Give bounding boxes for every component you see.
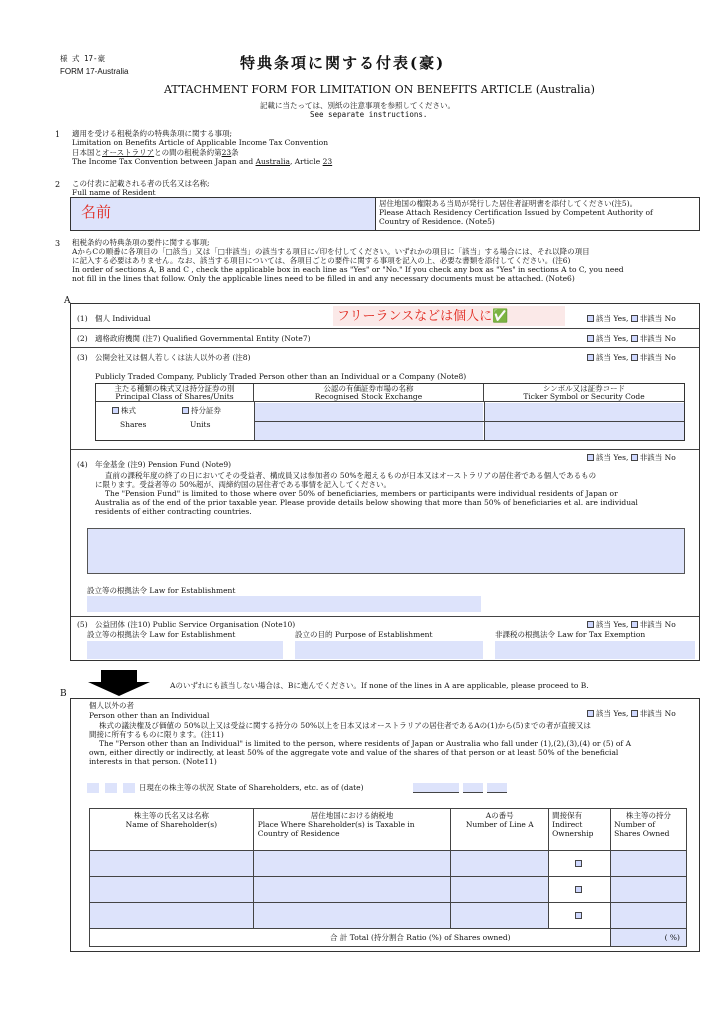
a-item5-no-checkbox[interactable] [631,621,638,628]
a-item4-yesno: 該当 Yes, 非該当 No [587,453,676,462]
a-item2-yesno: 該当 Yes, 非該当 No [587,334,676,343]
b-yes-checkbox[interactable] [587,710,594,717]
a-item3-col1-header: 主たる種類の株式又は持分証券の別 Principal Class of Shares/Units [96,384,254,402]
instructions-ja: 記載に当たっては、別紙の注意事項を参照してください。 [260,101,455,110]
shareholder-line-field-1[interactable] [451,851,549,877]
sh-col5-header: 株主等の持分 Number of Shares Owned [611,809,687,851]
indirect-checkbox-1[interactable] [575,860,582,867]
shareholder-name-field-3[interactable] [90,903,254,929]
section1-number: 1 [55,130,61,139]
a-item5-row [71,617,699,661]
a-item5-num: (5) [77,620,88,629]
section1-block [72,129,332,167]
shareholder-name-field-2[interactable] [90,877,254,903]
sh-col4-header: 間接保有 Indirect Ownership [549,809,611,851]
a-item1-num: (1) [77,314,88,323]
ticker-field-2[interactable] [485,422,684,440]
date-field-3[interactable] [123,783,135,793]
arrow-note: Aのいずれにも該当しない場合は、Bに進んでください。If none of the lines in A are applicable, please proceed to B. [170,681,589,690]
a-item3-shares-option: 株式 [112,406,136,415]
form-code-en: FORM 17-Australia [60,67,129,76]
b-label-en: Person other than an Individual [89,711,210,720]
form-code-ja: 様 式 17-豪 [60,54,106,63]
b-yesno: 該当 Yes, 非該当 No [587,709,676,718]
a-item2-row [71,328,699,346]
shares-checkbox[interactable] [112,407,119,414]
divider [375,198,376,230]
pso-law-establishment-field[interactable] [87,641,283,659]
section-b-box [70,698,700,952]
section1-line4: The Income Tax Convention between Japan and Australia, Article 23 [72,157,333,167]
section-a-box [70,303,700,661]
pension-details-field[interactable] [87,528,685,574]
shares-owned-field-2[interactable] [611,877,687,903]
section2-number: 2 [55,180,61,189]
section1-line2: Limitation on Benefits Article of Applicable Income Tax Convention [72,138,329,148]
a-item1-yesno: 該当 Yes, 非該当 No [587,314,676,323]
a-item3-label-ja: 公開会社又は個人若しくは法人以外の者 (注8) [95,353,251,362]
a-item3-no-checkbox[interactable] [631,354,638,361]
a-item2-num: (2) [77,334,88,343]
a-item3-label-en: Publicly Traded Company, Publicly Traded Person other than an Individual or a Company (Note8) [95,372,467,381]
date-field-1[interactable] [87,783,99,793]
sh-col2-header: 居住地国における納税地 Place Where Shareholder(s) is Taxable in Country of Residence [253,809,451,851]
shareholder-line-field-2[interactable] [451,877,549,903]
shares-owned-field-3[interactable] [611,903,687,929]
pso-tax-exemption-field[interactable] [495,641,695,659]
divider [254,421,684,422]
shareholder-place-field-2[interactable] [253,877,451,903]
resident-name-field[interactable] [71,198,375,230]
b-text: 株式の議決権及び価値の 50%以上又は受益に関する持分の 50%以上を日本又はオーストラリアの居住者であるAの(1)から(5)までの者が直接又は 間接に所有するものに限ります。(注11) The "Person other than an Individual" is limited to the person, where residents of Japan or Australia who fall under (1),(2),(3),(4) or (5) of A own, either directly or indirectly, at least 50% of the aggregate vote and value of the shares of that person or at least 50% of the beneficial interests in that person. (Note11) [89,721,631,766]
a-item4-law-label: 設立等の根拠法令 Law for Establishment [87,586,236,595]
a-item4-label: 年金基金 (注9) Pension Fund (Note9) [95,460,232,469]
a-item3-col3-header: シンボル又は証券コード Ticker Symbol or Security Code [484,384,684,402]
table-row [90,877,687,903]
a-item5-col2-label: 設立の目的 Purpose of Establishment [295,630,433,639]
section-a-letter: A [64,296,71,306]
name-annotation: 名前 [81,204,112,221]
stock-exchange-field-2[interactable] [255,422,483,440]
shareholder-place-field-1[interactable] [253,851,451,877]
date-year-field[interactable] [413,783,459,793]
a-item5-yesno: 該当 Yes, 非該当 No [587,620,676,629]
date-month-field[interactable] [463,783,483,793]
freelance-annotation: フリーランスなどは個人に✅ [337,308,509,323]
title-en: ATTACHMENT FORM FOR LIMITATION ON BENEFITS ARTICLE (Australia) [164,83,595,96]
shares-owned-field-1[interactable] [611,851,687,877]
a-item5-col1-label: 設立等の根拠法令 Law for Establishment [87,630,236,639]
a-item2-label: 適格政府機関 (注7) Qualified Governmental Entity (Note7) [95,334,311,343]
title-ja: 特典条項に関する付表(豪) [240,54,446,72]
shareholder-line-field-3[interactable] [451,903,549,929]
a-item2-yes-checkbox[interactable] [587,335,594,342]
indirect-checkbox-3[interactable] [575,912,582,919]
a-item4-text: 直前の課税年度の終了の日においてその受益者、構成員又は参加者の 50%を超えるものが日本又はオーストラリアの居住者である個人であるもの に限ります。受益者等の 50%超が、両締約国の居住者である事情を記入してください。 The "Pension Fund" is limited to those where over 50% of beneficiaries, members or participants were individual residents of Japan or Australia as of the end of the prior taxable year. Please provide details below showing that more than 50% of beneficiaries et al. are individual residents of either contracting countries. [95,471,638,516]
a-item3-yesno: 該当 Yes, 非該当 No [587,353,676,362]
indirect-checkbox-2[interactable] [575,886,582,893]
total-label: 合 計 Total (持分割合 Ratio (%) of Shares owned) [90,929,611,947]
table-row [90,851,687,877]
instructions-en: See separate instructions. [310,110,428,119]
a-item2-no-checkbox[interactable] [631,335,638,342]
sh-col3-header: Aの番号 Number of Line A [451,809,549,851]
units-checkbox[interactable] [182,407,189,414]
residency-note: 居住地国の権限ある当局が発行した居住者証明書を添付してください(注5)。 Please Attach Residency Certification Issued by Competent Authority of Country of Residence. (Note5) [379,199,653,226]
shares-label-en: Shares [120,420,147,429]
b-no-checkbox[interactable] [631,710,638,717]
shareholder-place-field-3[interactable] [253,903,451,929]
shareholder-table [89,808,687,947]
a-item4-no-checkbox[interactable] [631,454,638,461]
a-item4-num: (4) [77,460,88,469]
section-b-letter: B [60,689,67,699]
section2-box [70,197,700,231]
section3-number: 3 [55,239,61,248]
a-item3-table [95,383,685,441]
b-label-ja: 個人以外の者 [89,701,134,710]
a-item3-units-option: 持分証券 [182,406,221,415]
a-item5-label: 公益団体 (注10) Public Service Organisation (Note10) [95,620,296,629]
pension-law-field[interactable] [87,596,481,612]
a-item1-row [71,304,699,328]
a-item1-yes-checkbox[interactable] [587,315,594,322]
date-day-field[interactable] [487,783,507,793]
a-item1-label: 個人 Individual [95,314,151,323]
down-arrow-icon [88,670,150,696]
units-label-en: Units [190,420,211,429]
shareholder-name-field-1[interactable] [90,851,254,877]
b-state-label: 日現在の株主等の状況 State of Shareholders, etc. as of (date) [139,783,364,792]
total-row [90,929,687,947]
a-item3-num: (3) [77,353,88,362]
section2-label-ja: この付表に記載される者の氏名又は名称; [72,179,210,188]
a-item3-col2-header: 公認の有価証券市場の名称 Recognised Stock Exchange [254,384,484,402]
sh-col1-header: 株主等の氏名又は名称 Name of Shareholder(s) [90,809,254,851]
a-item3-yes-checkbox[interactable] [587,354,594,361]
a-item3-row [71,347,699,445]
a-item4-row [71,450,699,616]
date-field-2[interactable] [105,783,117,793]
ticker-field-1[interactable] [485,403,684,421]
indirect-cell-3 [549,903,611,929]
indirect-cell-1 [549,851,611,877]
a-item1-no-checkbox[interactable] [631,315,638,322]
section3-block: 租税条約の特典条項の要件に関する事項; AからCの順番に各項目の「□該当」又は「□非該当」の該当する項目に✓印を付してください。いずれかの項目に「該当」する場合には、それ以降の項目 に記入する必要はありません。なお、該当する項目については、各項目ごとの要件に関する事項を記入の上、必要な書類を添付してください。(注6) In order of sections A, B and C , check the applicable box in each line as "Yes" or "No." If you check any box as "Yes" in sections A to C, you need not fill in the lines that follow. Only the applicable lines need to be filled in and any necessary documents must be attached. (Note6) [72,238,624,283]
a-item4-yes-checkbox[interactable] [587,454,594,461]
pso-purpose-field[interactable] [295,641,483,659]
section2-label-en: Full name of Resident [72,188,156,197]
total-ratio-field[interactable]: ( %) [611,929,687,947]
section1-line1: 適用を受ける租税条約の特典条項に関する事項; [72,129,233,138]
a-item5-col3-label: 非課税の根拠法令 Law for Tax Exemption [495,630,646,639]
indirect-cell-2 [549,877,611,903]
a-item5-yes-checkbox[interactable] [587,621,594,628]
stock-exchange-field-1[interactable] [255,403,483,421]
table-row [90,903,687,929]
section1-line3: 日本国とオーストラリアとの間の租税条約第23条 [72,147,239,157]
